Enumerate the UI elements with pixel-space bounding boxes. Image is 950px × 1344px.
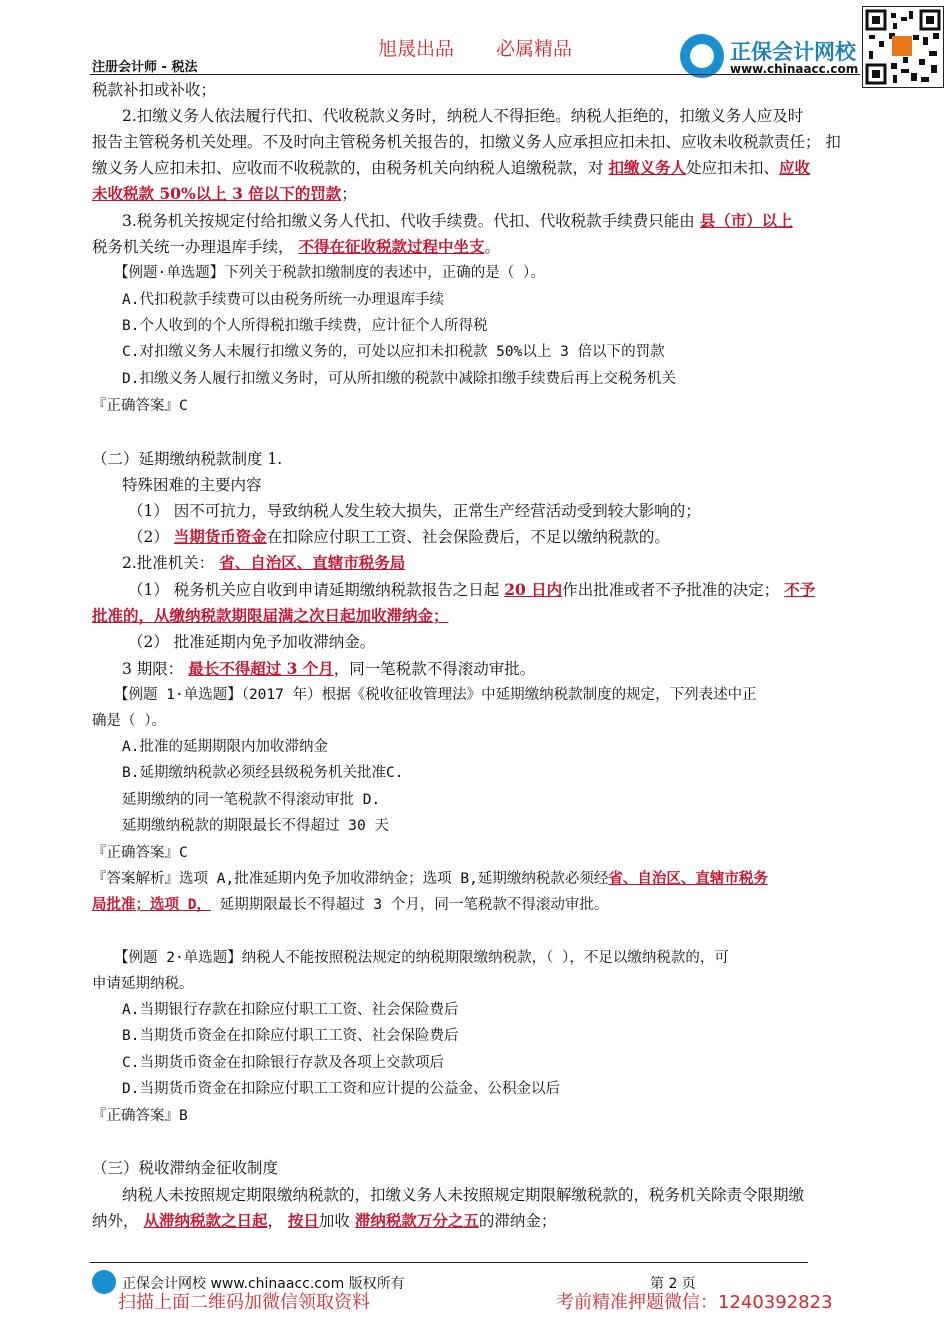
highlight: 最长不得超过 3 个月 [188,659,334,678]
body-line [92,606,449,626]
body-line: （1） 因不可抗力，导致纳税人发生较大损失，正常生产经营活动受到较大影响的； [128,502,701,520]
explanation: 局批准；选项 D， 延期期限最长不得超过 3 个月，同一笔税款不得滚动审批。 [92,897,609,913]
highlight: 从滞纳税款之日起 [143,1211,268,1230]
header-divider [90,74,860,75]
qr-center-badge-icon [892,36,912,56]
body-line: （2） 批准延期内免予加收滞纳金。 [128,633,376,651]
question-option: 延期缴纳的同一笔税款不得滚动审批 D. [122,792,381,808]
body-line: 2.批准机关： 省、自治区、直辖市税务局 [122,553,406,572]
explanation: 『答案解析』选项 A,批准延期内免予加收滞纳金；选项 B,延期缴纳税款必须经省、自治区、直辖市税务 [92,871,768,887]
highlight: 省、自治区、直辖市税务局 [219,553,406,572]
body-line: （1） 税务机关应自收到申请延期缴纳税款报告之日起 20 日内作出批准或者不予批准的决定； 不予 [128,580,816,599]
highlight: 扣缴义务人 [608,158,686,177]
highlight: 省、自治区、直辖市税务 [608,871,768,887]
highlight: 20 日内 [504,580,563,599]
question-option: C.当期货币资金在扣除银行存款及各项上交款项后 [122,1055,444,1071]
question-option: D.扣缴义务人履行扣缴义务时，可从所扣缴的税款中减除扣缴手续费后再上交税务机关 [122,371,676,387]
body-line: 未收税款 50%以上 3 倍以下的罚款； [92,184,357,203]
section-title: （三）税收滞纳金征收制度 [92,1159,279,1177]
highlight: 滞纳税款万分之五 [354,1211,479,1230]
body-line: 税务机关统一办理退库手续， 不得在征收税款过程中坐支。 [92,237,500,256]
promo-right: 考前精准押题微信：1240392823 [556,1292,833,1313]
question-stem: 【例题 1·单选题】（2017 年）根据《税收征收管理法》中延期缴纳税款制度的规定，下列表述中正 [114,687,757,703]
highlight: 未收税款 50%以上 3 倍以下的罚款 [92,184,342,203]
question-stem: 【例题 2·单选题】纳税人不能按照税法规定的纳税期限缴纳税款，（ ），不足以缴纳税款的，可 [114,950,729,966]
question-option: A.代扣税款手续费可以由税务所统一办理退库手续 [122,292,444,308]
answer: 『正确答案』C [92,398,188,414]
question-option: C.对扣缴义务人未履行扣缴义务的，可处以应扣未扣税款 50%以上 3 倍以下的罚款 [122,344,665,360]
footer-divider [90,1262,808,1263]
question-stem: 申请延期纳税。 [92,976,194,992]
question-option: B.个人收到的个人所得税扣缴手续费，应计征个人所得税 [122,318,488,334]
body-line: 报告主管税务机关处理。不及时向主管税务机关报告的，扣缴义务人应承担应扣未扣、应收未收税款责任； 扣 [92,133,841,151]
body-line: 缴义务人应扣未扣、应收而不收税款的，由税务机关向纳税人追缴税款，对 扣缴义务人处应扣未扣、应收 [92,158,810,177]
logo-icon-inner [690,44,714,68]
question-option: D.当期货币资金在扣除应付职工工资和应计提的公益金、公积金以后 [122,1081,560,1097]
body-line: 3 期限： 最长不得超过 3 个月，同一笔税款不得滚动审批。 [122,659,536,678]
question-stem: 确是（ ）。 [92,713,166,729]
section-title: （二）延期缴纳税款制度 1. [92,450,283,468]
highlight: 局批准；选项 D， [92,897,211,913]
question-stem: 【例题·单选题】下列关于税款扣缴制度的表述中，正确的是（ ）。 [114,265,545,281]
highlight: 当期货币资金 [173,527,267,546]
highlight: 县（市）以上 [699,211,793,230]
header-slogan-left: 旭晟出品 [378,38,455,60]
question-option: B.当期货币资金在扣除应付职工工资、社会保险费后 [122,1028,459,1044]
footer-logo-icon [92,1270,116,1294]
highlight: 不得在征收税款过程中坐支 [298,237,485,256]
logo-url: www.chinaacc.com [730,62,859,76]
question-option: 延期缴纳税款的期限最长不得超过 30 天 [122,818,389,834]
logo-name: 正保会计网校 [730,40,856,64]
answer: 『正确答案』C [92,845,188,861]
body-line: 2.扣缴义务人依法履行代扣、代收税款义务时，纳税人不得拒绝。纳税人拒绝的，扣缴义务人应及时 [122,107,804,125]
footer-copyright: 正保会计网校 www.chinaacc.com 版权所有 [122,1276,405,1292]
question-option: A.当期银行存款在扣除应付职工工资、社会保险费后 [122,1002,459,1018]
answer: 『正确答案』B [92,1108,188,1124]
body-line: 纳外， 从滞纳税款之日起， 按日加收 滞纳税款万分之五的滞纳金； [92,1211,557,1230]
body-line: 税款补扣或补收； [92,81,217,99]
highlight: 批准的，从缴纳税款期限届满之次日起加收滞纳金； [92,606,449,625]
highlight: 不予 [784,580,816,599]
body-line: 3.税务机关按规定付给扣缴义务人代扣、代收手续费。代扣、代收税款手续费只能由 县（市）以上 [122,211,793,230]
body-line: 特殊困难的主要内容 [122,476,262,494]
highlight: 应收 [778,158,810,177]
page-number: 第 2 页 [650,1276,696,1292]
subject-label: 注册会计师 - 税法 [92,60,198,75]
header-slogan-right: 必属精品 [496,38,573,60]
promo-left: 扫描上面二维码加微信领取资料 [118,1292,370,1313]
question-option: B.延期缴纳税款必须经县级税务机关批准C. [122,765,404,781]
body-line: 纳税人未按照规定期限缴纳税款的，扣缴义务人未按照规定期限解缴税款的，税务机关除责令限期缴 [122,1186,805,1204]
body-line: （2） 当期货币资金在扣除应付职工工资、社会保险费后，不足以缴纳税款的。 [128,527,670,546]
question-option: A.批准的延期期限内加收滞纳金 [122,739,328,755]
highlight: 按日 [287,1211,319,1230]
